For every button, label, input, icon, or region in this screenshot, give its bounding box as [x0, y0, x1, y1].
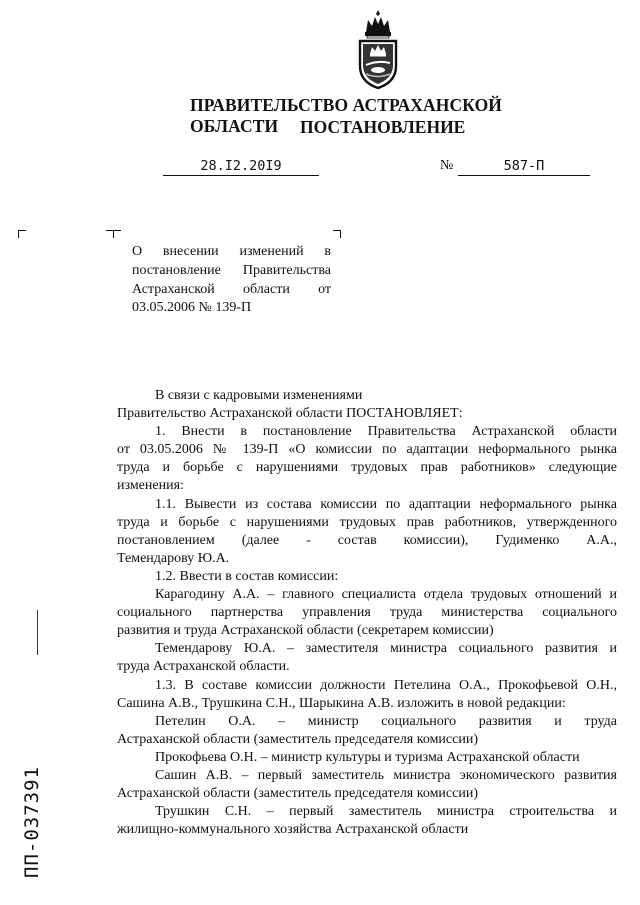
document-type-title: ПОСТАНОВЛЕНИЕ [300, 117, 466, 137]
coat-of-arms-icon [354, 8, 402, 90]
corner-mark [18, 230, 26, 238]
subject-line: 03.05.2006 № 139-П [132, 300, 252, 316]
body-line: социального партнерства управления труда министерства социального [117, 605, 617, 621]
subject-line: О внесении изменений в [132, 244, 331, 259]
subject-line: постановление Правительства [132, 262, 331, 278]
body-line: Астраханской области (заместитель председателя комиссии) [117, 731, 478, 747]
body-line: Петелин О.А. – министр социального развития и труда [155, 713, 617, 729]
body-line: жилищно-коммунального хозяйства Астраханской области [117, 822, 469, 838]
body-line: 1. Внести в постановление Правительства Астраханской области [155, 424, 617, 440]
body-line: 1.3. В составе комиссии должности Петелина О.А., Прокофьевой О.Н., [155, 677, 617, 693]
document-number: 587-П [458, 157, 590, 176]
corner-mark [113, 230, 121, 238]
body-line: Сашин А.В. – первый заместитель министра экономического развития [155, 767, 617, 783]
body-line: развития и труда Астраханской области (секретарем комиссии) [117, 623, 494, 639]
body-line: Сашина А.В., Трушкина С.Н., Шарыкина А.В. изложить в новой редакции: [117, 695, 566, 711]
body-line: Астраханской области (заместитель председателя комиссии) [117, 786, 478, 802]
subject-line: Астраханской области от [132, 281, 331, 297]
body-line: 1.2. Ввести в состав комиссии: [155, 568, 339, 584]
number-sign: № [440, 158, 454, 173]
body-line: Правительство Астраханской области ПОСТАНОВЛЯЕТ: [117, 406, 463, 422]
body-line: 1.1. Вывести из состава комиссии по адаптации неформального рынка [155, 496, 617, 512]
government-title: ПРАВИТЕЛЬСТВО АСТРАХАНСКОЙ ОБЛАСТИ [190, 95, 503, 136]
body-line: Прокофьева О.Н. – министр культуры и туризма Астраханской области [155, 749, 580, 765]
margin-rule [37, 610, 38, 655]
document-date: 28.I2.20I9 [163, 157, 319, 176]
document-subject [132, 243, 331, 318]
body-line: труда и борьбе с нарушениями трудовых прав работников» следующие [117, 460, 617, 476]
body-line: изменения: [117, 478, 184, 494]
body-line: Трушкин С.Н. – первый заместитель министра строительства и [155, 804, 617, 820]
body-line: от 03.05.2006 № 139-П «О комиссии по адаптации неформального рынка [117, 442, 617, 458]
body-line: Темендарову Ю.А. [117, 550, 230, 566]
body-line: Карагодину А.А. – главного специалиста отдела трудовых отношений и [155, 587, 617, 603]
body-line: труда Астраханской области. [117, 659, 290, 675]
body-line: труда и борьбе с нарушениями трудовых прав работников, утвержденного [117, 514, 617, 530]
body-line: В связи с кадровыми изменениями [155, 388, 363, 403]
body-line: Темендарову Ю.А. – заместителя министра социального развития и [155, 641, 617, 657]
body-line: постановлением (далее - состав комиссии), Гудименко А.А., [117, 532, 617, 548]
document-body [117, 387, 617, 839]
serial-stamp: ПП-037391 [21, 766, 43, 878]
corner-mark [333, 230, 341, 238]
